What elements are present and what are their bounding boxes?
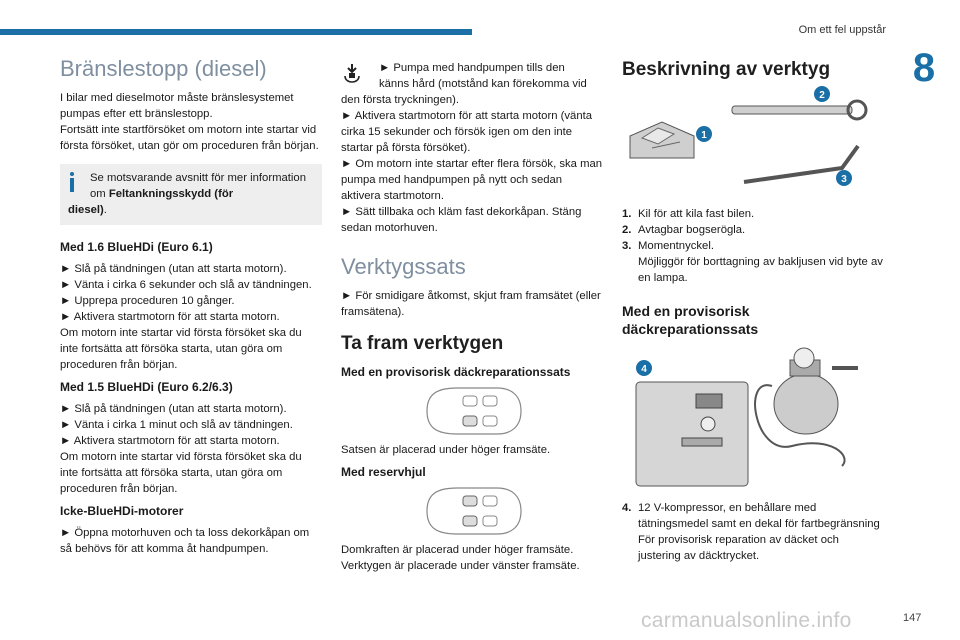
step: ► Vänta i cirka 1 minut och slå av tändningen.	[60, 419, 293, 431]
note: Om motorn inte startar vid första försöket ska du inte fortsätta att försöka starta, utan göra om proceduren från början.	[60, 327, 302, 371]
list-item: 1. Kil för att kila fast bilen.	[622, 208, 755, 220]
intro-text-2: Fortsätt inte startförsöket om motorn inte startar vid första försöket, utan gör om proceduren från början.	[60, 124, 319, 152]
watermark: carmanualsonline.info	[641, 609, 852, 632]
page-title: Bränslestopp (diesel)	[60, 56, 267, 81]
sealant-bottle-icon	[755, 348, 858, 466]
step: ► Aktivera startmotorn för att starta motorn.	[60, 435, 280, 447]
note: Om motorn inte startar vid första försöket ska du inte fortsätta att försöka starta, utan göra om proceduren från början.	[60, 451, 302, 495]
column-tools	[341, 60, 603, 574]
intro-text: I bilar med dieselmotor måste bränslesystemet pumpas efter ett bränslestopp.	[60, 92, 294, 120]
step: ► Vänta i cirka 6 sekunder och slå av tändningen.	[60, 279, 312, 291]
jack-location: Domkraften är placerad under höger framsäte.	[341, 544, 574, 556]
list-item: 3. Momentnyckel. Möjliggör för borttagning av bakljusen vid byte av en lampa.	[622, 240, 883, 284]
compressor-icon	[636, 382, 748, 486]
step: ► Sätt tillbaka och kläm fast dekorkåpan. Stäng sedan motorhuven.	[341, 206, 582, 234]
car-seat-location-icon	[417, 380, 527, 442]
column-tool-description	[622, 58, 884, 564]
repair-kit-heading: Med en provisorisk däckreparationssats	[341, 365, 571, 379]
step: ► Aktivera startmotorn för att starta motorn (vänta cirka 15 sekunder och försök igen om den inte startar på första försöket).	[341, 110, 593, 154]
heading-16-bluehdi: Med 1.6 BlueHDi (Euro 6.1)	[60, 240, 213, 254]
step: ► Slå på tändningen (utan att starta motorn).	[60, 263, 287, 275]
tool-description-heading: Beskrivning av verktyg	[622, 59, 831, 80]
step: ► Öppna motorhuven och ta loss dekorkåpan om så behövs för att komma åt handpumpen.	[60, 527, 310, 555]
list-item: 4. 12 V-kompressor, en behållare med tätningsmedel samt en dekal för fartbegränsning För provisorisk reparation av däcket och justering av däcktrycket.	[622, 502, 880, 562]
step: ► För smidigare åtkomst, skjut fram framsätet (eller framsätena).	[341, 290, 601, 318]
list-item: 2. Avtagbar bogserögla.	[622, 224, 746, 236]
compressor-illustration	[622, 346, 872, 492]
section-title: Om ett fel uppstår	[798, 24, 886, 36]
tool-list	[622, 206, 884, 286]
tools-title: Verktygssats	[341, 254, 466, 279]
tools-location: Verktygen är placerade under vänster framsäte.	[341, 560, 580, 572]
step: ► Aktivera startmotorn för att starta motorn.	[60, 311, 280, 323]
kit-list	[622, 500, 884, 564]
column-fuel-stop	[60, 56, 322, 557]
callout-1: 1	[701, 130, 707, 141]
callout-2: 2	[819, 90, 825, 101]
take-tools-heading: Ta fram verktygen	[341, 333, 504, 354]
callout-4: 4	[641, 364, 647, 375]
step: ► Om motorn inte startar efter flera försök, ska man pumpa med handpumpen på nytt och sedan aktivera startmotorn.	[341, 158, 603, 202]
heading-15-bluehdi: Med 1.5 BlueHDi (Euro 6.2/6.3)	[60, 380, 233, 394]
tools-illustration	[622, 86, 872, 192]
callout-3: 3	[841, 174, 847, 185]
info-link-text[interactable]: Feltankningsskydd (för	[108, 188, 234, 200]
towing-eye-icon	[732, 101, 866, 119]
car-seat-location-icon	[417, 480, 527, 542]
hand-pump-icon	[341, 62, 363, 88]
heading-non-bluehdi: Icke-BlueHDi-motorer	[60, 504, 184, 518]
repair-kit-location: Satsen är placerad under höger framsäte.	[341, 444, 551, 456]
info-box: Se motsvarande avsnitt för mer information om Feltankningsskydd (för diesel).	[60, 164, 322, 225]
info-icon	[70, 172, 74, 194]
header-accent-bar	[0, 29, 472, 35]
step: ► Pumpa med handpumpen tills den	[379, 62, 565, 74]
wedge-icon	[630, 122, 694, 158]
repair-kit-heading: Med en provisorisk däckreparationssats	[622, 303, 759, 337]
step: ► Upprepa proceduren 10 gånger.	[60, 295, 235, 307]
step: ► Slå på tändningen (utan att starta motorn).	[60, 403, 287, 415]
info-link-text-2[interactable]: diesel)	[68, 204, 104, 216]
info-text: Se motsvarande avsnitt för mer information om	[90, 172, 306, 200]
spare-wheel-heading: Med reservhjul	[341, 465, 426, 479]
step-cont: känns hård (motstånd kan förekomma vid den första tryckningen).	[341, 78, 587, 106]
page-number: 147	[903, 612, 922, 624]
chapter-number: 8	[912, 46, 936, 90]
